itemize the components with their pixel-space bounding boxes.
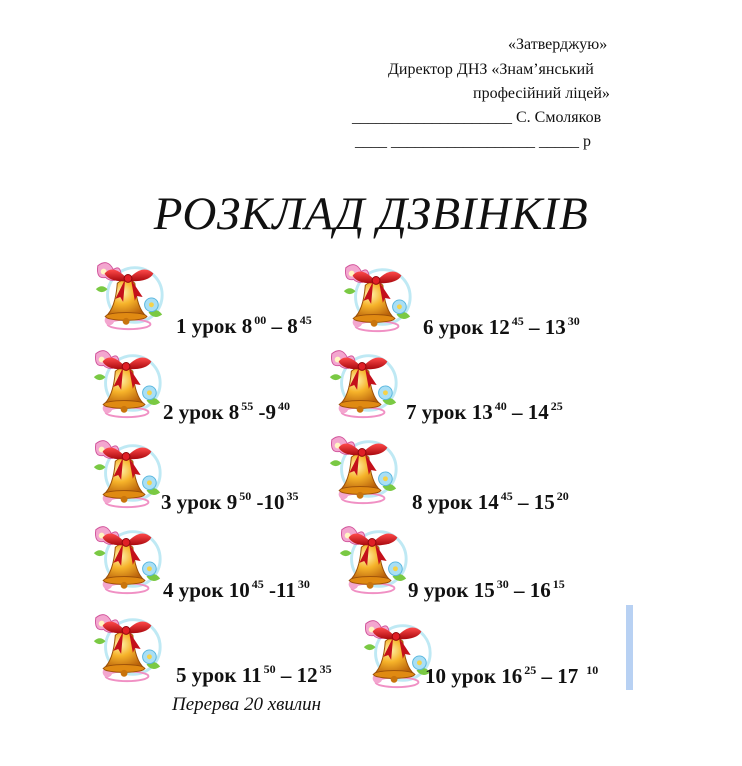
bell-with-bow-icon [324, 344, 402, 422]
lesson-4: 4 урок 10 $^{45}$ -11 $^{30}$ [163, 577, 310, 602]
bell-with-bow-icon [90, 256, 168, 334]
approval-director-line: Директор ДНЗ «Знам’янський [388, 61, 594, 78]
bell-with-bow-icon [88, 434, 166, 512]
approval-signature-line: ____________________ С. Смоляков [352, 109, 602, 126]
bell-with-bow-icon [334, 520, 412, 598]
lesson-10: 10 урок 16 $^{25}$ – 17 $^{10}$ [425, 663, 599, 688]
bell-with-bow-icon [338, 258, 416, 336]
page-title: РОЗКЛАД ДЗВІНКІВ [153, 188, 589, 240]
lesson-9: 9 урок 15 $^{30}$ – 16 $^{15}$ [408, 577, 565, 602]
text-selection-highlight [626, 605, 633, 690]
lesson-1: 1 урок 8 $^{00}$ – 8 $^{45}$ [176, 313, 312, 338]
bell-with-bow-icon [88, 344, 166, 422]
lesson-5: 5 урок 11 $^{50}$ – 12 $^{35}$ [176, 662, 332, 687]
lesson-2: 2 урок 8 $^{55}$ -9 $^{40}$ [163, 399, 291, 424]
lesson-7: 7 урок 13 $^{40}$ – 14 $^{25}$ [406, 399, 563, 424]
break-note: Перерва 20 хвилин [172, 694, 322, 715]
lesson-3: 3 урок 9 $^{50}$ -10 $^{35}$ [161, 489, 299, 514]
bell-with-bow-icon [324, 430, 402, 508]
approval-institution-line: професійний ліцей» [473, 85, 610, 102]
bell-with-bow-icon [88, 608, 166, 686]
approval-date-line: ____ __________________ _____ р [355, 133, 591, 150]
lesson-6: 6 урок 12 $^{45}$ – 13 $^{30}$ [423, 314, 580, 339]
approval-heading: «Затверджую» [508, 36, 608, 53]
lesson-8: 8 урок 14 $^{45}$ – 15 $^{20}$ [412, 489, 569, 514]
bell-with-bow-icon [88, 520, 166, 598]
